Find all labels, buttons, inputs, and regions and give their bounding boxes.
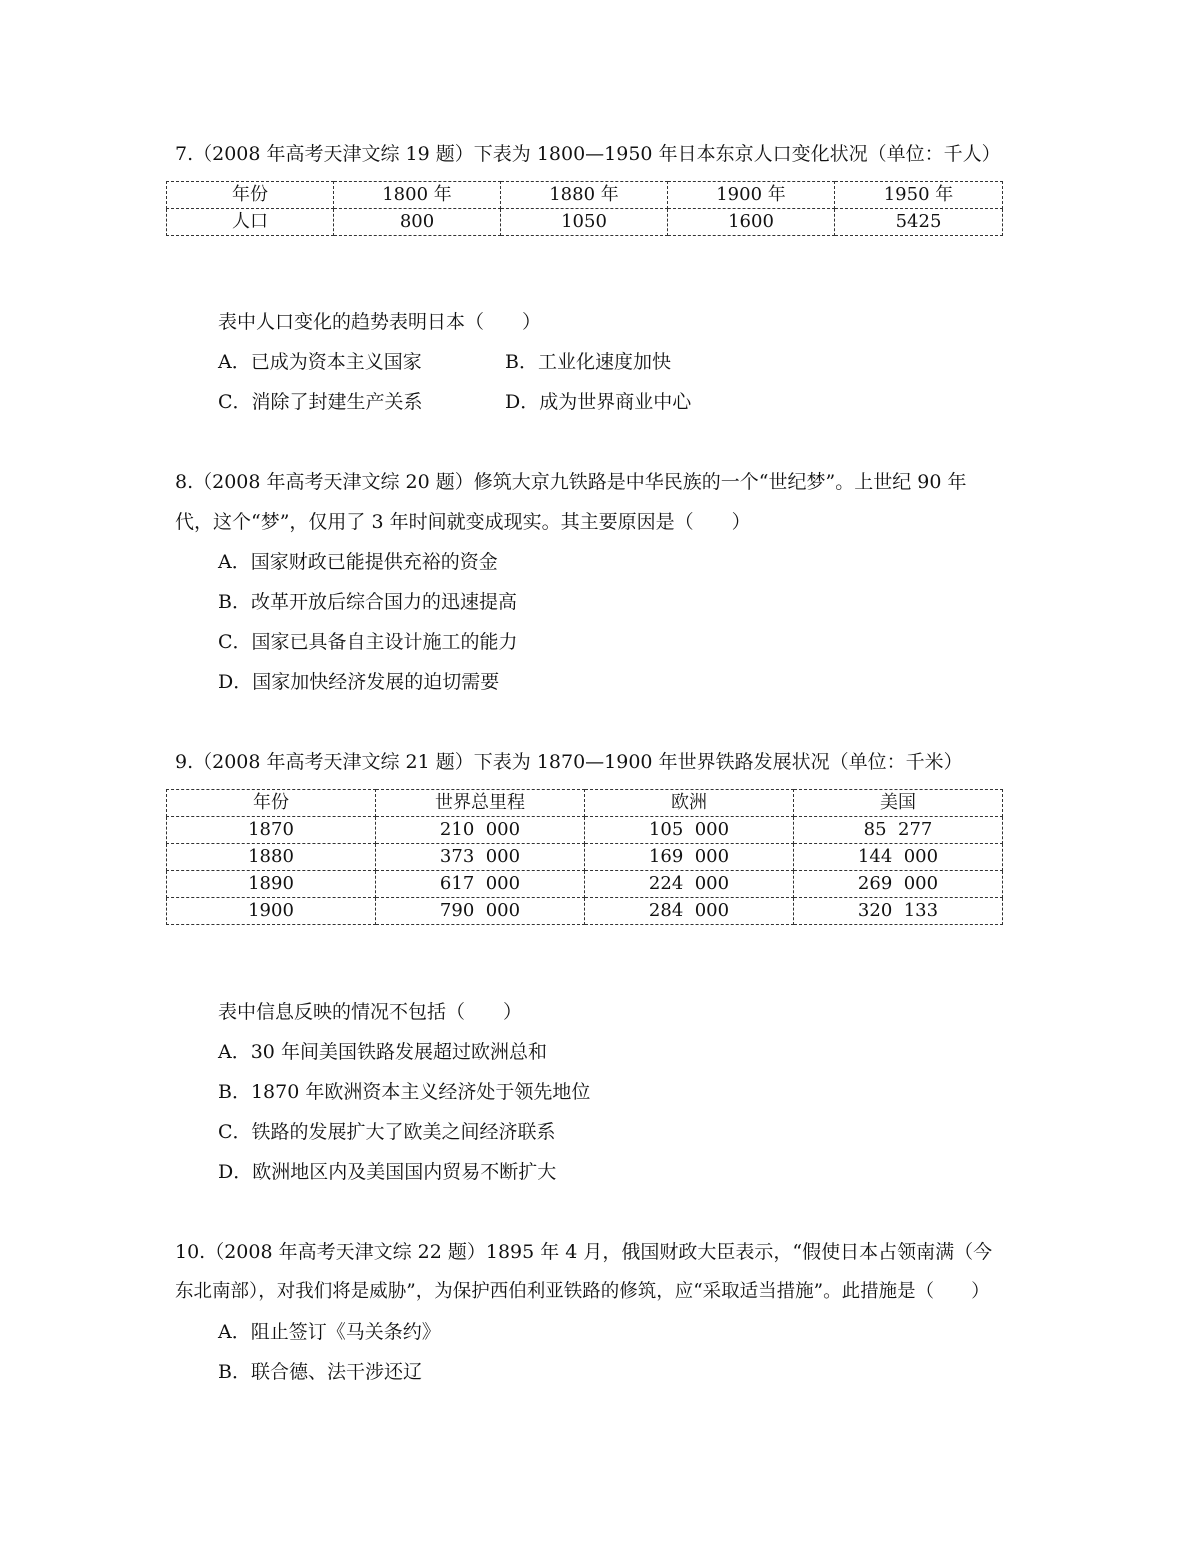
q9-question: 表中信息反映的情况不包括（ ）: [218, 1001, 523, 1023]
table-cell: 85 277: [794, 817, 1003, 844]
table-cell: 320 133: [794, 898, 1003, 925]
table-cell: 1950 年: [835, 182, 1003, 209]
q10-option-b: B．联合德、法干涉还辽: [218, 1361, 422, 1383]
table-cell: 1890: [167, 871, 376, 898]
q8-stem-line-1: 8.（2008 年高考天津文综 20 题）修筑大京九铁路是中华民族的一个“世纪梦”。上世纪 90 年: [175, 471, 967, 493]
table-row: [167, 898, 1003, 925]
table-cell: 284 000: [585, 898, 794, 925]
q10-stem-line-2: 东北南部），对我们将是威胁”，为保护西伯利亚铁路的修筑，应“采取适当措施”。此措施是（ ）: [175, 1281, 990, 1302]
table-cell: 世界总里程: [376, 790, 585, 817]
table-cell: 欧洲: [585, 790, 794, 817]
q7-question: 表中人口变化的趋势表明日本（ ）: [218, 311, 542, 333]
q9-railway-table: [166, 789, 1003, 925]
table-cell: 1050: [501, 209, 668, 236]
table-row: [167, 844, 1003, 871]
q7-option-a: A．已成为资本主义国家: [218, 351, 422, 373]
table-cell: 144 000: [794, 844, 1003, 871]
table-cell: 210 000: [376, 817, 585, 844]
table-cell: 年份: [167, 182, 334, 209]
q8-option-a: A．国家财政已能提供充裕的资金: [218, 551, 498, 573]
table-header-row: [167, 182, 1003, 209]
table-cell: 617 000: [376, 871, 585, 898]
table-cell: 5425: [835, 209, 1003, 236]
table-cell: 1800 年: [334, 182, 501, 209]
table-cell: 269 000: [794, 871, 1003, 898]
q9-option-b: B．1870 年欧洲资本主义经济处于领先地位: [218, 1081, 591, 1103]
table-cell: 105 000: [585, 817, 794, 844]
q8-stem-line-2: 代，这个“梦”，仅用了 3 年时间就变成现实。其主要原因是（ ）: [175, 511, 751, 533]
table-cell: 790 000: [376, 898, 585, 925]
table-cell: 1880 年: [501, 182, 668, 209]
table-row: [167, 871, 1003, 898]
q7-option-b: B．工业化速度加快: [505, 351, 671, 373]
table-cell: 800: [334, 209, 501, 236]
q8-option-c: C．国家已具备自主设计施工的能力: [218, 631, 518, 653]
q10-option-a: A．阻止签订《马关条约》: [218, 1321, 441, 1343]
table-cell: 人口: [167, 209, 334, 236]
table-row: [167, 817, 1003, 844]
q7-option-c: C．消除了封建生产关系: [218, 391, 423, 413]
table-cell: 169 000: [585, 844, 794, 871]
q9-option-a: A．30 年间美国铁路发展超过欧洲总和: [218, 1041, 547, 1063]
q7-option-d: D．成为世界商业中心: [505, 391, 692, 413]
table-cell: 224 000: [585, 871, 794, 898]
table-row: [167, 209, 1003, 236]
q7-population-table: [166, 181, 1003, 236]
q9-option-d: D．欧洲地区内及美国国内贸易不断扩大: [218, 1161, 557, 1183]
table-cell: 373 000: [376, 844, 585, 871]
table-cell: 1870: [167, 817, 376, 844]
table-cell: 年份: [167, 790, 376, 817]
q8-option-b: B．改革开放后综合国力的迅速提高: [218, 591, 517, 613]
table-cell: 1880: [167, 844, 376, 871]
table-header-row: [167, 790, 1003, 817]
table-cell: 美国: [794, 790, 1003, 817]
table-cell: 1900 年: [668, 182, 835, 209]
table-cell: 1900: [167, 898, 376, 925]
q9-option-c: C．铁路的发展扩大了欧美之间经济联系: [218, 1121, 556, 1143]
q10-stem-line-1: 10.（2008 年高考天津文综 22 题）1895 年 4 月，俄国财政大臣表示，“假使日本占领南满（今: [175, 1241, 993, 1263]
table-cell: 1600: [668, 209, 835, 236]
q7-stem: 7.（2008 年高考天津文综 19 题）下表为 1800—1950 年日本东京人口变化状况（单位：千人）: [175, 143, 1001, 165]
q8-option-d: D．国家加快经济发展的迫切需要: [218, 671, 500, 693]
q9-stem: 9.（2008 年高考天津文综 21 题）下表为 1870—1900 年世界铁路发展状况（单位：千米）: [175, 751, 963, 773]
